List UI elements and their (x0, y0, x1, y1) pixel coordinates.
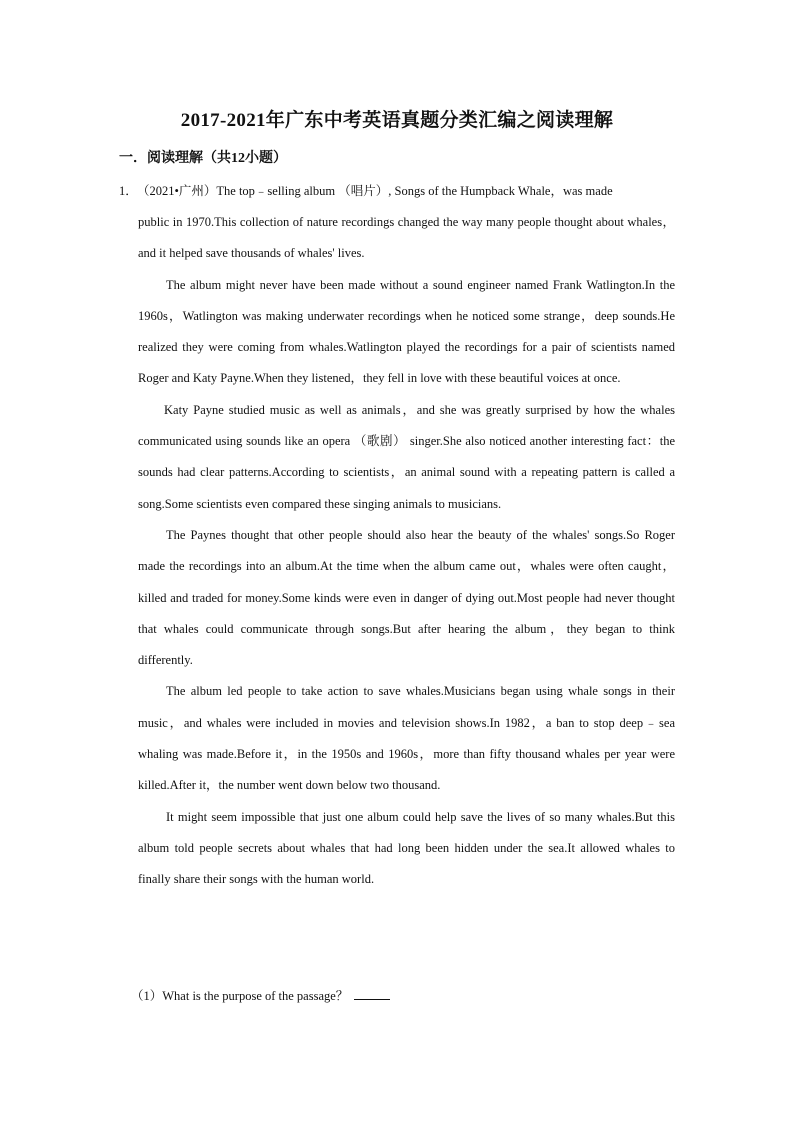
question-first-line: The top﹣selling album （唱片）, Songs of the Humpback Whale，was made (216, 184, 613, 198)
passage-paragraph-3: Katy Payne studied music as well as animals，and she was greatly surprised by how the whales communicated using sounds like an opera （歌剧） singer.She also noticed another interesting fact：the sounds had clear patterns.According to scientists，an animal sound with a repeating pattern is called a song.Some scientists even compared these singing animals to musicians. (138, 402, 675, 511)
sub-question-1 (131, 984, 390, 1008)
question-header (119, 176, 675, 207)
document-title: 2017-2021年广东中考英语真题分类汇编之阅读理解 (180, 110, 614, 131)
passage-paragraph-5: The album led people to take action to save whales.Musicians began using whale songs in their music，and whales were included in movies and television shows.In 1982，a ban to stop deep﹣sea whaling was made.Before it，in the 1950s and 1960s，more than fifty thousand whales per year were killed.After it，the number went down below two thousand. (138, 684, 675, 793)
answer-blank[interactable] (354, 998, 390, 1000)
passage-body (138, 207, 675, 896)
passage-paragraph-4: The Paynes thought that other people should also hear the beauty of the whales' songs.So Roger made the recordings into an album.At the time when the album came out，whales were often caught，killed and traded for money.Some kinds were even in danger of dying out.Most people had never thought that whales could communicate through songs.But after hearing the album，they began to think differently. (138, 527, 675, 668)
question-source: （2021•广州） (137, 184, 217, 198)
section-heading: 一．阅读理解（共12小题） (119, 151, 287, 166)
passage-paragraph-2: The album might never have been made without a sound engineer named Frank Watlington.In the 1960s，Watlington was making underwater recordings when he noticed some strange，deep sounds.He realized they were coming from whales.Watlington played the recordings for a pair of scientists named Roger and Katy Payne.When they listened，they fell in love with these beautiful voices at once. (138, 277, 675, 386)
passage-paragraph-6: It might seem impossible that just one album could help save the lives of so many whales.But this album told people secrets about whales that had long been hidden under the sea.It allowed whales to finally share their songs with the human world. (138, 809, 675, 887)
question-number: 1． (119, 184, 138, 198)
passage-paragraph-1: public in 1970.This collection of nature recordings changed the way many people thought about whales，and it helped save thousands of whales' lives. (138, 215, 675, 261)
sub-question-text: （1）What is the purpose of the passage？ (131, 989, 349, 1003)
